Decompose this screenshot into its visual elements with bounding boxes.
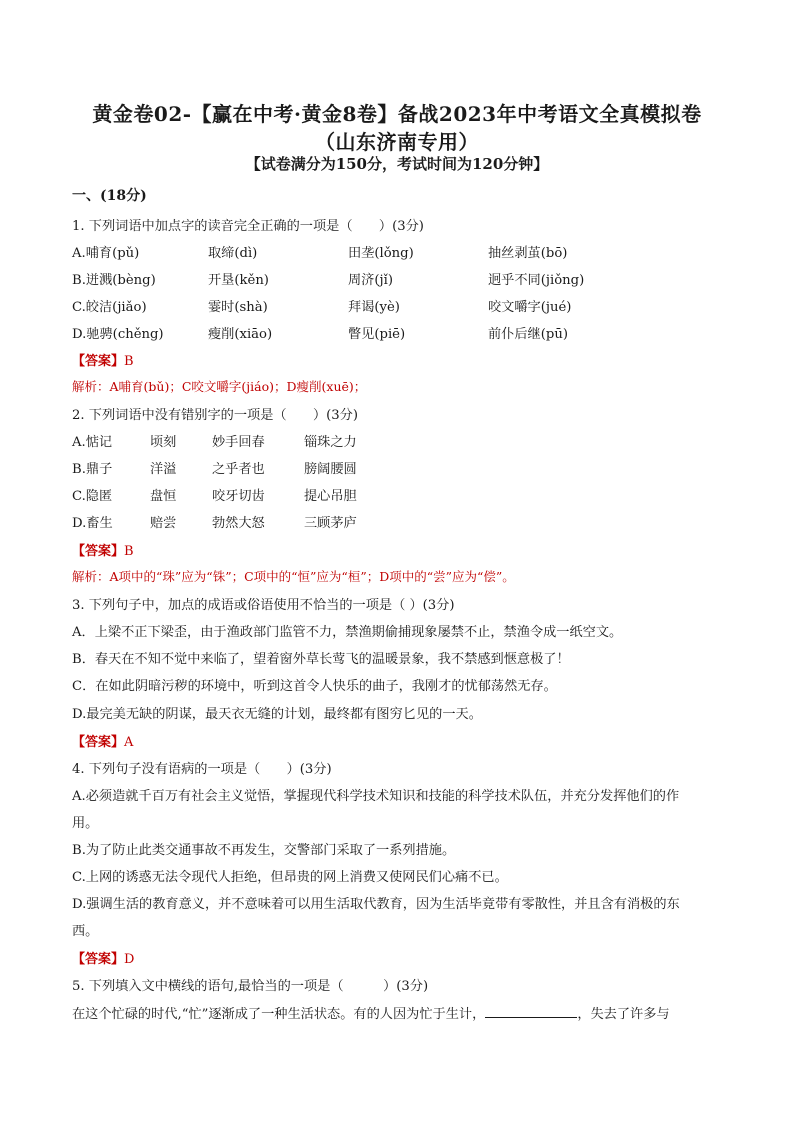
answer-value: B (124, 544, 134, 559)
question-1-stem: 1. 下列词语中加点字的读音完全正确的一项是（ ）(3分) (72, 219, 424, 234)
q2-option-c-word-2: 盘恒 (150, 489, 177, 504)
answer-value: B (124, 354, 134, 369)
q4-option-b: B.为了防止此类交通事故不再发生，交警部门采取了一系列措施。 (72, 843, 456, 858)
document-title: 黄金卷02-【赢在中考·黄金8卷】备战2023年中考语文全真模拟卷 (92, 102, 702, 126)
q1-option-b-word-3: 周济(jǐ) (348, 273, 393, 288)
q3-answer (72, 731, 133, 750)
q1-option-a-word-1: A.哺育(pǔ) (72, 246, 140, 261)
answer-label: 【答案】 (72, 354, 125, 369)
q1-option-a-word-2: 取缔(dì) (208, 246, 258, 261)
q1-option-c-word-4: 咬文嚼字(jué) (488, 300, 572, 315)
q1-option-c-word-3: 拜谒(yè) (348, 300, 400, 315)
q3-option-a: A．上梁不正下梁歪，由于渔政部门监管不力，禁渔期偷捕现象屡禁不止，禁渔令成一纸空文。 (72, 625, 623, 640)
q1-option-d-word-3: 瞥见(piē) (348, 327, 406, 342)
question-4-stem: 4. 下列句子没有语病的一项是（ ）(3分) (72, 762, 332, 777)
q2-option-a-word-3: 妙手回春 (212, 435, 265, 450)
q1-option-d-word-4: 前仆后继(pū) (488, 327, 568, 342)
q2-option-c-word-1: C.隐匿 (72, 489, 113, 504)
q3-option-d: D.最完美无缺的阴谋，最天衣无缝的计划，最终都有图穷匕见的一天。 (72, 707, 482, 722)
q1-option-c-word-1: C.皎洁(jiǎo) (72, 300, 147, 315)
exam-info: 【试卷满分为150分，考试时间为120分钟】 (245, 155, 549, 173)
q1-option-c-word-2: 霎时(shà) (208, 300, 268, 315)
q1-answer (72, 350, 134, 369)
q2-option-a-word-1: A.惦记 (72, 435, 113, 450)
question-3-stem: 3. 下列句子中，加点的成语或俗语使用不恰当的一项是（ ）(3分) (72, 598, 455, 613)
q4-option-c: C.上网的诱惑无法令现代人拒绝，但昂贵的网上消费又使网民们心痛不已。 (72, 870, 508, 885)
q4-answer (72, 948, 134, 967)
q2-option-d-word-3: 勃然大怒 (212, 516, 265, 531)
q2-option-b-word-2: 洋溢 (150, 462, 177, 477)
q1-explanation: 解析：A哺育(bǔ)；C咬文嚼字(jiáo)；D瘦削(xuē)； (72, 379, 367, 394)
q4-option-d-line-1: D.强调生活的教育意义，并不意味着可以用生活取代教育，因为生活毕竟带有零散性，并且含有消极的东 (72, 897, 680, 912)
q4-option-a-line-1: A.必须造就千百万有社会主义觉悟，掌握现代科学技术知识和技能的科学技术队伍，并充分发挥他们的作 (72, 789, 680, 804)
q2-option-b-word-1: B.鼎子 (72, 462, 113, 477)
answer-value: D (124, 952, 135, 967)
question-2-stem: 2. 下列词语中没有错别字的一项是（ ）(3分) (72, 408, 359, 423)
q2-answer (72, 540, 134, 559)
q1-option-a-word-3: 田垄(lǒng) (348, 246, 414, 261)
q1-option-b-word-1: B.迸溅(bèng) (72, 273, 156, 288)
q4-option-a-line-2: 用。 (72, 816, 99, 831)
fill-in-blank (485, 1005, 577, 1018)
section-heading: 一、(18分) (72, 188, 147, 204)
q5-passage-before: 在这个忙碌的时代,“忙”逐渐成了一种生活状态。有的人因为忙于生计， (72, 1007, 486, 1022)
q1-option-d-word-1: D.驰骋(chěng) (72, 327, 164, 342)
q5-passage-after: ，失去了许多与 (577, 1007, 670, 1022)
q3-option-c: C．在如此阴暗污秽的环境中，听到这首令人快乐的曲子，我刚才的忧郁荡然无存。 (72, 679, 557, 694)
q2-option-c-word-3: 咬牙切齿 (212, 489, 265, 504)
q2-option-d-word-4: 三顾茅庐 (304, 516, 357, 531)
answer-label: 【答案】 (72, 735, 125, 750)
q2-option-c-word-4: 提心吊胆 (304, 489, 357, 504)
q2-option-a-word-4: 锱珠之力 (304, 435, 357, 450)
q1-option-b-word-4: 迥乎不同(jiǒng) (488, 273, 585, 288)
document-title-sub: （山东济南专用） (315, 130, 479, 154)
q4-option-d-line-2: 西。 (72, 924, 99, 939)
q2-option-a-word-2: 顷刻 (150, 435, 177, 450)
q2-option-d-word-1: D.畜生 (72, 516, 113, 531)
q1-option-a-word-4: 抽丝剥茧(bō) (488, 246, 568, 261)
q1-option-d-word-2: 瘦削(xiāo) (208, 327, 273, 342)
answer-label: 【答案】 (72, 544, 125, 559)
q2-explanation: 解析：A项中的“珠”应为“铢”；C项中的“恒”应为“桓”；D项中的“尝”应为“偿”。 (72, 569, 515, 584)
answer-value: A (124, 735, 134, 750)
q1-option-b-word-2: 开垦(kěn) (208, 273, 269, 288)
q5-passage (72, 1003, 670, 1022)
q2-option-b-word-4: 膀阔腰圆 (304, 462, 357, 477)
answer-label: 【答案】 (72, 952, 125, 967)
q2-option-b-word-3: 之乎者也 (212, 462, 265, 477)
q3-option-b: B．春天在不知不觉中来临了，望着窗外草长莺飞的温暖景象，我不禁感到惬意极了！ (72, 652, 570, 667)
q2-option-d-word-2: 赔尝 (150, 516, 177, 531)
question-5-stem: 5. 下列填入文中横线的语句,最恰当的一项是（ ）(3分) (72, 979, 429, 994)
